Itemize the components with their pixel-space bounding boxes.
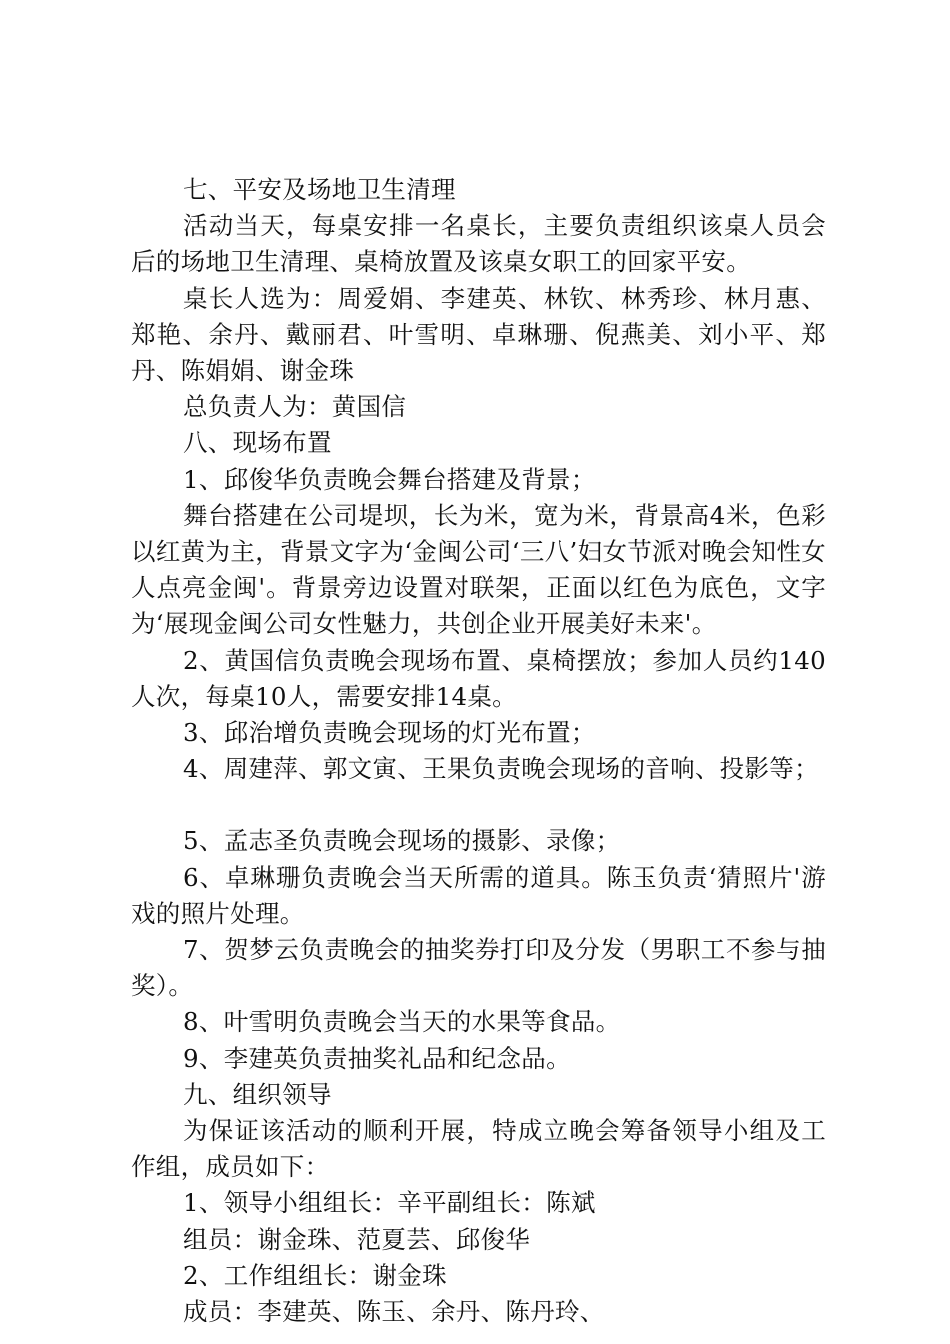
paragraph-stage-details: 舞台搭建在公司堤坝，长为米，宽为米，背景高4米，色彩以红黄为主，背景文字为‘金闽公司‘三八’妇女节派对晚会知性女人点亮金闽'。背景旁边设置对联架，正面以红色为底色，文字为‘展现金闽公司女性魅力，共创企业开展美好未来'。 — [131, 500, 826, 639]
list-item-audio: 4、周建萍、郭文寅、王果负责晚会现场的音响、投影等； — [183, 754, 819, 784]
list-item-work-group: 2、工作组组长：谢金珠 — [183, 1260, 447, 1290]
list-item-photography: 5、孟志圣负责晚会现场的摄影、录像； — [183, 826, 621, 856]
section-heading-layout: 八、现场布置 — [183, 428, 332, 458]
list-item-gifts: 9、李建英负责抽奖礼品和纪念品。 — [183, 1043, 571, 1073]
list-item-leadership-group: 1、领导小组组长：辛平副组长：陈斌 — [183, 1188, 596, 1218]
list-item-venue: 2、黄国信负责晚会现场布置、桌椅摆放；参加人员约140人次，每桌10人，需要安排14桌。 — [131, 645, 826, 711]
list-item-lottery: 7、贺梦云负责晚会的抽奖券打印及分发（男职工不参与抽奖）。 — [131, 935, 826, 1001]
paragraph-captain-list: 桌长人选为：周爱娟、李建英、林钦、林秀珍、林月惠、郑艳、余丹、戴丽君、叶雪明、卓琳珊、倪燕美、刘小平、郑丹、陈娟娟、谢金珠 — [131, 283, 826, 386]
section-heading-safety: 七、平安及场地卫生清理 — [183, 175, 456, 204]
list-item-lighting: 3、邱治增负责晚会现场的灯光布置； — [183, 718, 596, 748]
section-heading-leadership: 九、组织领导 — [183, 1079, 332, 1109]
list-item-food: 8、叶雪明负责晚会当天的水果等食品。 — [183, 1007, 621, 1037]
paragraph-work-members: 成员：李建英、陈玉、余丹、陈丹玲、 — [183, 1297, 605, 1327]
document-body — [131, 172, 826, 1330]
list-item-props: 6、卓琳珊负责晚会当天所需的道具。陈玉负责‘猜照片'游戏的照片处理。 — [131, 862, 826, 928]
paragraph-committee-intro: 为保证该活动的顺利开展，特成立晚会筹备领导小组及工作组，成员如下： — [131, 1116, 826, 1182]
paragraph-table-captain: 活动当天，每桌安排一名桌长，主要负责组织该桌人员会后的场地卫生清理、桌椅放置及该桌女职工的回家平安。 — [131, 211, 826, 277]
blank-line — [131, 787, 826, 823]
list-item-stage: 1、邱俊华负责晚会舞台搭建及背景； — [183, 464, 596, 494]
paragraph-leadership-members: 组员：谢金珠、范夏芸、邱俊华 — [183, 1224, 531, 1254]
paragraph-overall-lead: 总负责人为：黄国信 — [183, 392, 407, 422]
